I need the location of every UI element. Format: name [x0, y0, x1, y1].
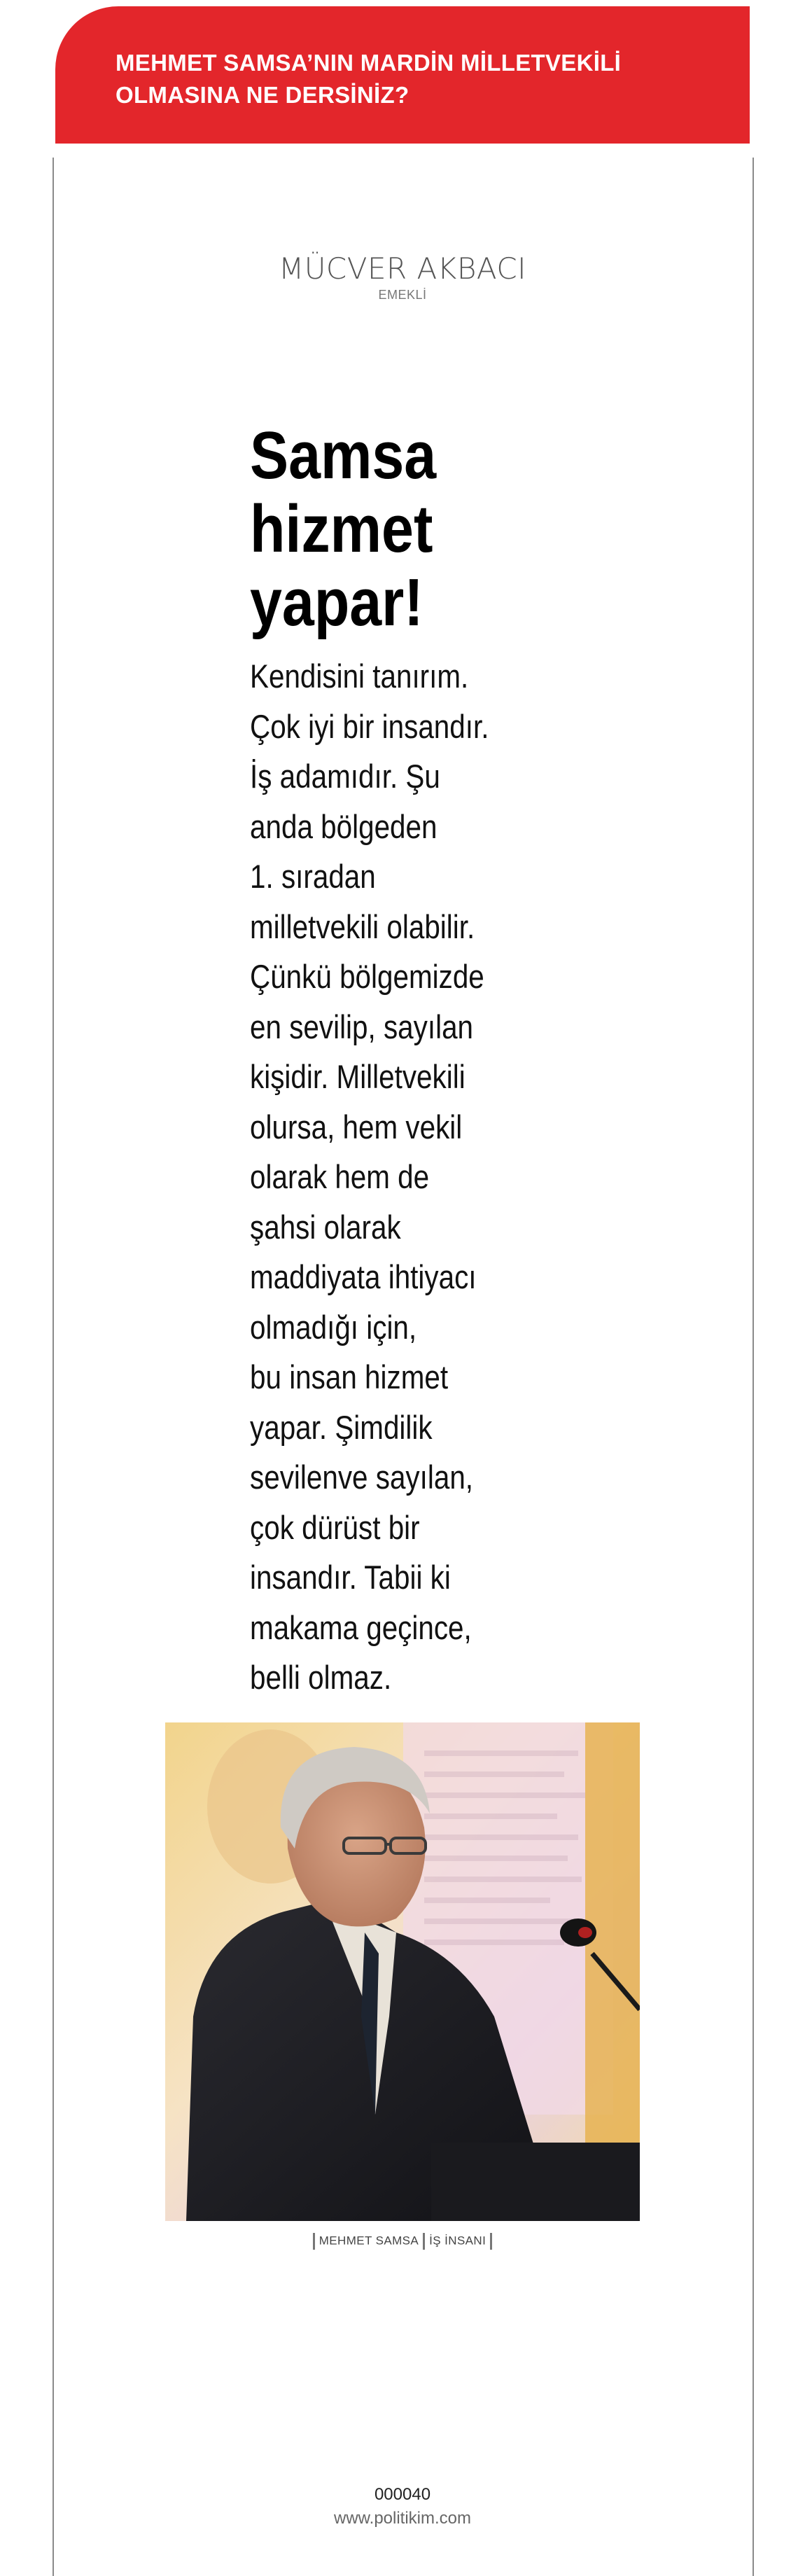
body-line: Çünkü bölgemizde [250, 958, 484, 995]
frame-right-rule [752, 158, 754, 2576]
author-job: EMEKLİ [378, 288, 427, 302]
body-line: sevilenve sayılan, [250, 1458, 474, 1496]
body-line: kişidir. Milletvekili [250, 1058, 465, 1095]
body-line: yapar. Şimdilik [250, 1408, 433, 1446]
headline [250, 419, 503, 639]
body-line: olursa, hem vekil [250, 1108, 463, 1146]
body-line: İş adamıdır. Şu [250, 758, 440, 795]
body-line: olarak hem de [250, 1158, 430, 1195]
body-line: en sevilip, sayılan [250, 1008, 474, 1045]
body-line: maddiyata ihtiyacı [250, 1258, 477, 1295]
body-line: belli olmaz. [250, 1659, 392, 1696]
caption-role: İŞ İNSANI [429, 2234, 486, 2248]
body-line: çok dürüst bir [250, 1508, 420, 1546]
photo-caption [0, 2232, 805, 2250]
body-line: anda bölgeden [250, 807, 438, 845]
body-line: insandır. Tabii ki [250, 1559, 451, 1596]
body-line: Çok iyi bir insandır. [250, 707, 489, 745]
portrait-photo [165, 1722, 640, 2221]
caption-divider [313, 2233, 315, 2250]
website-link[interactable]: www.politikim.com [333, 2509, 472, 2528]
body-line: 1. sıradan [250, 858, 376, 895]
author-name: MÜCVER AKBACI [278, 251, 527, 286]
body-line: makama geçince, [250, 1608, 472, 1646]
caption-divider [423, 2233, 425, 2250]
author-block [0, 251, 805, 302]
headline-line: Samsa [250, 418, 437, 493]
banner-title-line-2: OLMASINA NE DERSİNİZ? [115, 82, 410, 108]
body-line: olmadığı için, [250, 1308, 417, 1346]
banner-title-line-1: MEHMET SAMSA’NIN MARDİN MİLLETVEKİLİ [115, 50, 622, 76]
frame-left-rule [52, 158, 54, 2576]
article-body [250, 651, 503, 1703]
body-line: Kendisini tanırım. [250, 657, 469, 695]
headline-line: yapar! [250, 565, 424, 640]
body-line: milletvekili olabilir. [250, 907, 475, 945]
body-line: bu insan hizmet [250, 1358, 449, 1395]
banner-title [115, 47, 718, 111]
headline-line: hizmet [250, 492, 433, 566]
question-banner [55, 6, 750, 144]
page-code: 000040 [374, 2485, 431, 2504]
caption-name: MEHMET SAMSA [318, 2234, 419, 2248]
caption-divider [490, 2233, 492, 2250]
body-line: şahsi olarak [250, 1208, 401, 1246]
